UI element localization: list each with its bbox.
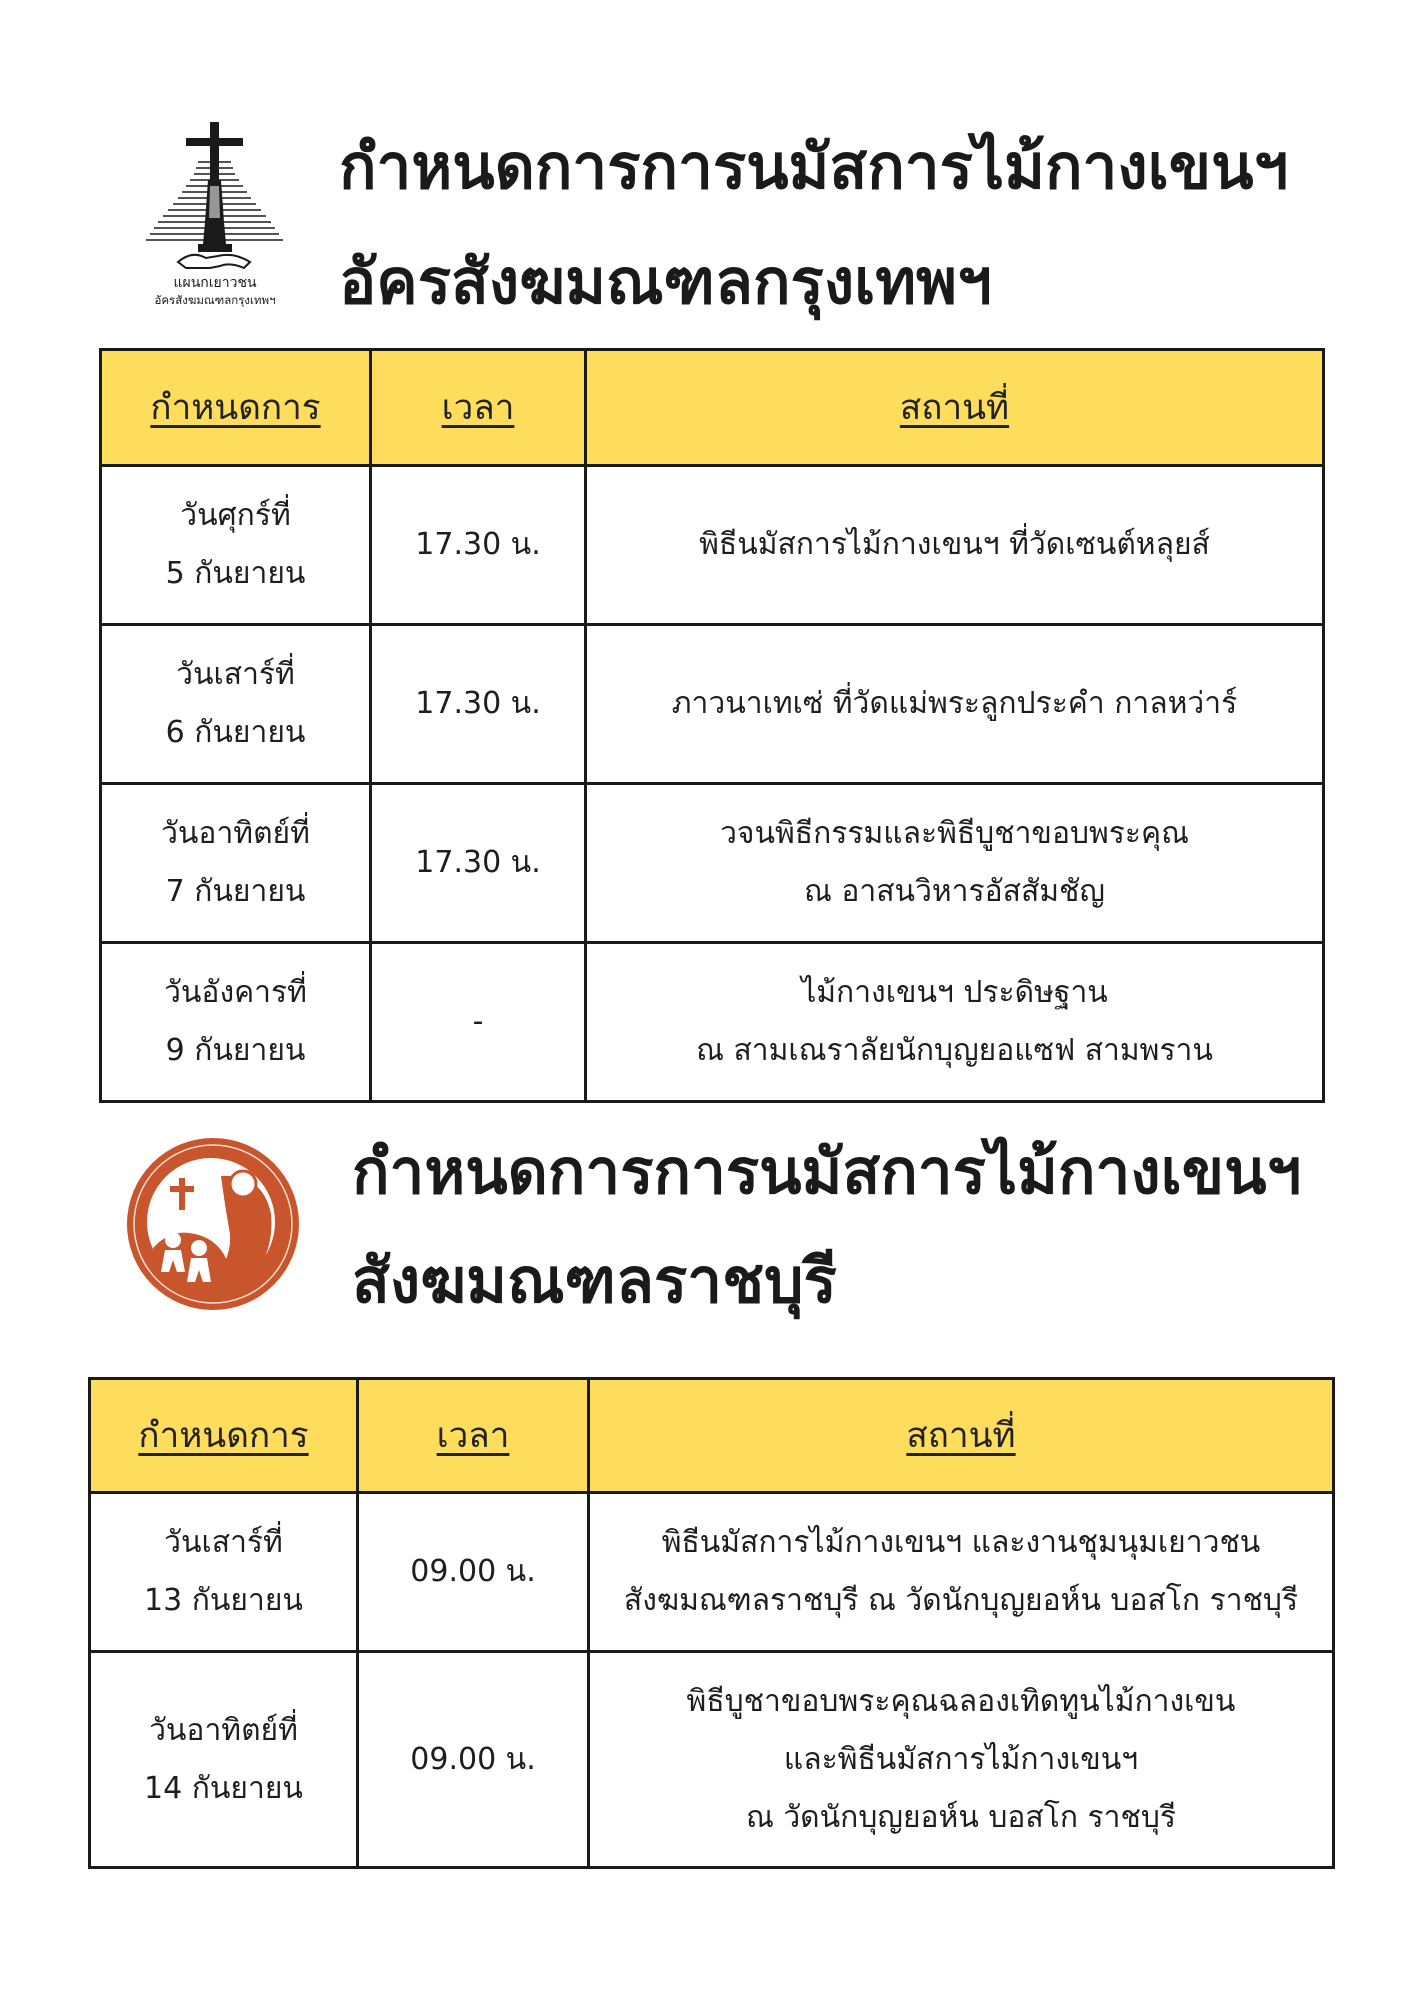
day-label: วันอังคารที่ xyxy=(164,975,307,1010)
table-row xyxy=(101,466,1324,625)
date-cell xyxy=(101,625,371,784)
table-header-row xyxy=(101,350,1324,466)
day-label: วันเสาร์ที่ xyxy=(164,1525,283,1560)
day-label: วันศุกร์ที่ xyxy=(180,498,291,533)
time-cell: 17.30 น. xyxy=(371,625,586,784)
date-cell xyxy=(101,466,371,625)
date-label: 5 กันยายน xyxy=(165,556,306,591)
place-line: สังฆมณฑลราชบุรี ณ วัดนักบุญยอห์น บอสโก ราชบุรี xyxy=(623,1583,1299,1618)
date-cell xyxy=(90,1493,358,1652)
place-cell xyxy=(586,625,1324,784)
logo-text-line2: อัครสังฆมณฑลกรุงเทพฯ xyxy=(154,293,276,307)
place-line: วจนพิธีกรรมและพิธีบูชาขอบพระคุณ xyxy=(720,816,1189,851)
place-line: พิธีนมัสการไม้กางเขนฯ และงานชุมนุมเยาวชน xyxy=(661,1525,1261,1560)
time-cell: 09.00 น. xyxy=(358,1493,589,1652)
date-label: 13 กันยายน xyxy=(144,1583,303,1618)
table-row xyxy=(101,784,1324,943)
place-cell xyxy=(586,943,1324,1102)
date-label: 9 กันยายน xyxy=(165,1033,306,1068)
date-label: 14 กันยายน xyxy=(144,1770,303,1806)
place-line: พิธีนมัสการไม้กางเขนฯ ที่วัดเซนต์หลุยส์ xyxy=(699,527,1210,562)
time-cell: 17.30 น. xyxy=(371,466,586,625)
place-line: ภาวนาเทเซ่ ที่วัดแม่พระลูกประคำ กาลหว่าร์ xyxy=(671,686,1238,721)
header-cell-time: เวลา xyxy=(358,1379,589,1493)
place-line: ไม้กางเขนฯ ประดิษฐาน xyxy=(801,975,1108,1010)
bangkok-youth-logo xyxy=(140,122,290,312)
section2-title-line1: กำหนดการการนมัสการไม้กางเขนฯ xyxy=(352,1135,1302,1208)
section1-title-line1: กำหนดการการนมัสการไม้กางเขนฯ xyxy=(339,130,1289,203)
place-line: ณ วัดนักบุญยอห์น บอสโก ราชบุรี xyxy=(745,1799,1177,1835)
header-cell-date: กำหนดการ xyxy=(90,1379,358,1493)
place-cell xyxy=(586,784,1324,943)
header-cell-time: เวลา xyxy=(371,350,586,466)
place-line: ณ อาสนวิหารอัสสัมชัญ xyxy=(804,874,1105,909)
section2-title-line2: สังฆมณฑลราชบุรี xyxy=(352,1244,837,1317)
date-cell xyxy=(101,943,371,1102)
place-cell xyxy=(589,1652,1334,1868)
place-line: ณ สามเณราลัยนักบุญยอแซฟ สามพราน xyxy=(696,1033,1213,1068)
table-header-row xyxy=(90,1379,1334,1493)
header-cell-date: กำหนดการ xyxy=(101,350,371,466)
place-line: และพิธีนมัสการไม้กางเขนฯ xyxy=(783,1741,1139,1777)
time-cell: 09.00 น. xyxy=(358,1652,589,1868)
bangkok-schedule-table xyxy=(99,348,1325,1103)
date-label: 7 กันยายน xyxy=(165,874,306,909)
date-cell xyxy=(101,784,371,943)
time-cell: 17.30 น. xyxy=(371,784,586,943)
header-cell-place: สถานที่ xyxy=(589,1379,1334,1493)
logo-text-line1: แผนกเยาวชน xyxy=(173,275,257,291)
ratchaburi-schedule-table xyxy=(88,1377,1335,1869)
day-label: วันอาทิตย์ที่ xyxy=(161,816,310,851)
table-row xyxy=(101,943,1324,1102)
table-row xyxy=(90,1652,1334,1868)
place-cell xyxy=(586,466,1324,625)
date-cell xyxy=(90,1652,358,1868)
day-label: วันเสาร์ที่ xyxy=(176,657,295,692)
handshake-icon xyxy=(178,255,250,268)
day-label: วันอาทิตย์ที่ xyxy=(149,1712,298,1748)
table-row xyxy=(90,1493,1334,1652)
table-row xyxy=(101,625,1324,784)
section1-title-line2: อัครสังฆมณฑลกรุงเทพฯ xyxy=(339,245,992,318)
time-cell: - xyxy=(371,943,586,1102)
place-line: พิธีบูชาขอบพระคุณฉลองเทิดทูนไม้กางเขน xyxy=(686,1683,1236,1719)
date-label: 6 กันยายน xyxy=(165,715,306,750)
place-cell xyxy=(589,1493,1334,1652)
header-cell-place: สถานที่ xyxy=(586,350,1324,466)
ratchaburi-youth-logo xyxy=(125,1136,301,1312)
